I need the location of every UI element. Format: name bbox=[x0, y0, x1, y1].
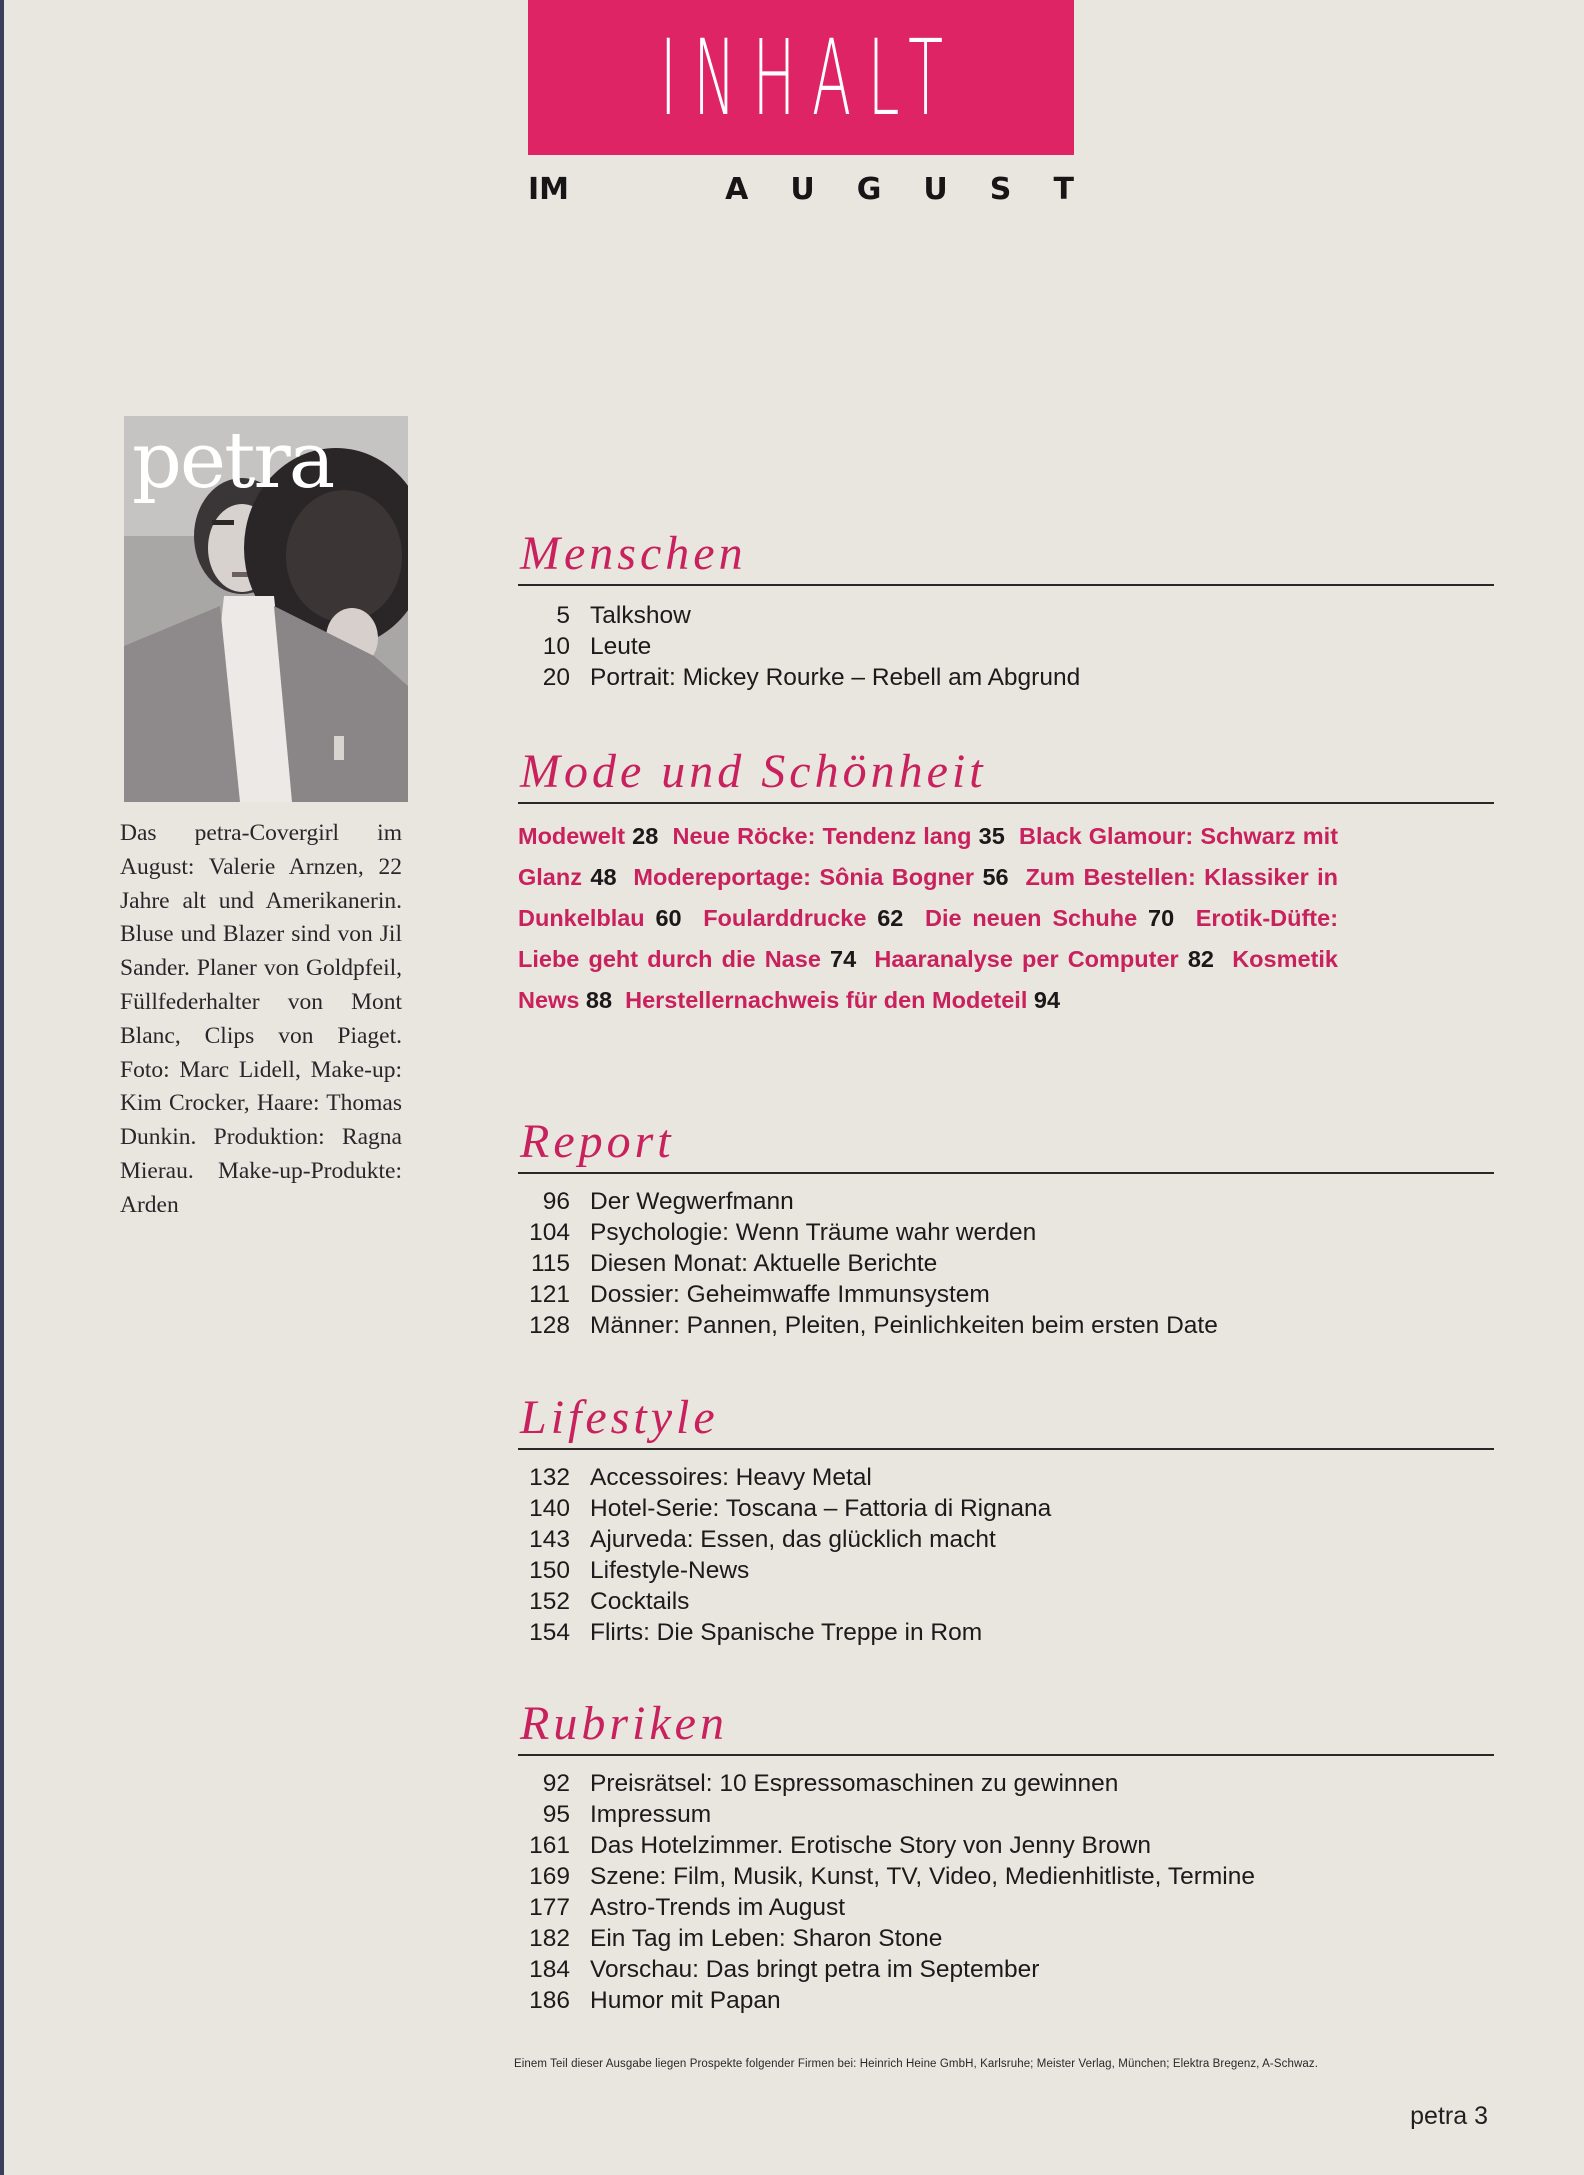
entry-title: Preisrätsel: 10 Espressomaschinen zu gewinnen bbox=[590, 1770, 1119, 1797]
page-number: 150 bbox=[529, 1557, 570, 1584]
page-number: 82 bbox=[1187, 946, 1214, 972]
entry-title: Portrait: Mickey Rourke – Rebell am Abgrund bbox=[590, 664, 1081, 691]
toc-entry bbox=[518, 631, 1494, 662]
section-mode bbox=[518, 745, 1494, 1021]
toc-list bbox=[518, 1768, 1494, 2016]
entry-title: Black Glamour: Schwarz mit Glanz bbox=[518, 823, 1339, 890]
entry-title: Accessoires: Heavy Metal bbox=[590, 1464, 872, 1491]
entry-title: Neue Röcke: Tendenz lang bbox=[672, 823, 972, 849]
section-rule bbox=[518, 1754, 1494, 1756]
entry-title: Dossier: Geheimwaffe Immunsystem bbox=[590, 1281, 990, 1308]
page-number: 5 bbox=[556, 602, 570, 629]
section-lifestyle bbox=[518, 1391, 1494, 1648]
subtitle-letter: A bbox=[725, 172, 749, 207]
cover-caption: Das petra-Covergirl im August: Valerie Arnzen, 22 Jahre alt und Amerikanerin. Bluse und Blazer sind von Jil Sander. Planer von Goldpfeil, Füllfederhalter von Mont Blanc, Clips von Piaget. Foto: Marc Lidell, Make-up: Kim Crocker, Haare: Thomas Dunkin. Produktion: Ragna Mierau. Make-up-Produkte: Arden bbox=[120, 820, 402, 1218]
entry-title: Diesen Monat: Aktuelle Berichte bbox=[590, 1250, 938, 1277]
page-number: 95 bbox=[542, 1801, 570, 1828]
section-title: Report bbox=[520, 1115, 675, 1168]
page-number: 128 bbox=[529, 1312, 570, 1339]
toc-entry bbox=[518, 1248, 1494, 1279]
subtitle-letter: U bbox=[923, 172, 948, 207]
entry-title: Die neuen Schuhe bbox=[924, 905, 1138, 931]
entry-title: Foularddrucke bbox=[703, 905, 867, 931]
page-title: INHALT bbox=[659, 16, 960, 139]
toc-entry bbox=[518, 1279, 1494, 1310]
page-number: 20 bbox=[542, 664, 570, 691]
entry-title: Cocktails bbox=[590, 1588, 690, 1615]
page-number: 182 bbox=[529, 1925, 570, 1952]
cover-image bbox=[124, 416, 408, 802]
binding-edge bbox=[0, 0, 4, 2175]
page-folio: petra 3 bbox=[1410, 2102, 1488, 2130]
entry-title: Kosmetik News bbox=[518, 946, 1338, 1013]
toc-entry bbox=[518, 1555, 1494, 1586]
toc-entry bbox=[518, 600, 1494, 631]
section-report bbox=[518, 1115, 1494, 1341]
toc-entry bbox=[518, 1586, 1494, 1617]
toc-entry bbox=[518, 1524, 1494, 1555]
page-number: 28 bbox=[632, 823, 659, 849]
page-number: 60 bbox=[655, 905, 682, 931]
page-number: 186 bbox=[529, 1987, 570, 2014]
toc-entry bbox=[518, 1954, 1494, 1985]
issue-month bbox=[528, 172, 1074, 207]
page-number: 74 bbox=[830, 946, 857, 972]
entry-title: Männer: Pannen, Pleiten, Peinlichkeiten beim ersten Date bbox=[590, 1312, 1218, 1339]
entry-title: Impressum bbox=[590, 1801, 712, 1828]
subtitle-im: IM bbox=[528, 172, 570, 207]
entry-title: Szene: Film, Musik, Kunst, TV, Video, Medienhitliste, Termine bbox=[590, 1863, 1255, 1890]
section-rule bbox=[518, 584, 1494, 586]
page-number: 88 bbox=[585, 987, 613, 1013]
entry-title: Modewelt bbox=[518, 823, 626, 849]
toc-list bbox=[518, 600, 1494, 693]
section-title: Mode und Schönheit bbox=[520, 745, 987, 798]
entry-title: Talkshow bbox=[590, 602, 691, 629]
toc-entry bbox=[518, 1310, 1494, 1341]
entry-title: Astro-Trends im August bbox=[590, 1894, 846, 1921]
entry-title: Modereportage: Sônia Bogner bbox=[633, 864, 975, 890]
entry-title: Flirts: Die Spanische Treppe in Rom bbox=[590, 1619, 983, 1646]
toc-entry bbox=[518, 1617, 1494, 1648]
toc-entry bbox=[518, 662, 1494, 693]
section-rule bbox=[518, 1172, 1494, 1174]
page-number: 96 bbox=[542, 1188, 570, 1215]
page-number: 56 bbox=[982, 864, 1009, 890]
page-number: 177 bbox=[529, 1894, 570, 1921]
page-number: 48 bbox=[590, 864, 617, 890]
page-number: 169 bbox=[529, 1863, 570, 1890]
entry-title: Herstellernachweis für den Modeteil bbox=[625, 987, 1028, 1013]
page-number: 161 bbox=[529, 1832, 570, 1859]
page-number: 10 bbox=[542, 633, 570, 660]
entry-title: Hotel-Serie: Toscana – Fattoria di Rignana bbox=[590, 1495, 1052, 1522]
page-number: 121 bbox=[529, 1281, 570, 1308]
page-number: 154 bbox=[529, 1619, 570, 1646]
entry-title: Der Wegwerfmann bbox=[590, 1188, 794, 1215]
page-number: 115 bbox=[530, 1250, 570, 1277]
section-rule bbox=[518, 1448, 1494, 1450]
toc-entry bbox=[518, 1861, 1494, 1892]
page-number: 94 bbox=[1033, 987, 1061, 1013]
section-title: Menschen bbox=[520, 527, 747, 580]
page-number: 35 bbox=[978, 823, 1005, 849]
toc-entry bbox=[518, 1892, 1494, 1923]
toc-list bbox=[518, 1462, 1494, 1648]
entry-title: Erotik-Düfte: Liebe geht durch die Nase bbox=[518, 905, 1339, 972]
section-title: Lifestyle bbox=[520, 1391, 719, 1444]
subtitle-letter: U bbox=[790, 172, 815, 207]
toc-entry bbox=[518, 1217, 1494, 1248]
page-number: 143 bbox=[529, 1526, 570, 1553]
entry-title: Lifestyle-News bbox=[590, 1557, 750, 1584]
toc-entry bbox=[518, 1799, 1494, 1830]
toc-paragraph bbox=[518, 816, 1338, 1021]
toc-entry bbox=[518, 1985, 1494, 2016]
page-number: 62 bbox=[877, 905, 904, 931]
page-number: 92 bbox=[542, 1770, 570, 1797]
subtitle-letter: G bbox=[856, 172, 882, 207]
toc-entry bbox=[518, 1830, 1494, 1861]
toc-entry bbox=[518, 1768, 1494, 1799]
page-number: 140 bbox=[529, 1495, 570, 1522]
cover-logo: petra bbox=[132, 416, 334, 506]
page-number: 132 bbox=[529, 1464, 570, 1491]
entry-title: Zum Bestellen: Klassiker in Dunkelblau bbox=[518, 864, 1339, 931]
toc-entry bbox=[518, 1462, 1494, 1493]
entry-title: Vorschau: Das bringt petra im September bbox=[590, 1956, 1040, 1983]
entry-title: Ein Tag im Leben: Sharon Stone bbox=[590, 1925, 943, 1952]
entry-title: Das Hotelzimmer. Erotische Story von Jenny Brown bbox=[590, 1832, 1151, 1859]
entry-title: Leute bbox=[590, 633, 652, 660]
subtitle-letter: T bbox=[1053, 172, 1074, 207]
section-title: Rubriken bbox=[520, 1697, 728, 1750]
page-number: 70 bbox=[1148, 905, 1175, 931]
toc-entry bbox=[518, 1493, 1494, 1524]
page-number: 104 bbox=[529, 1219, 570, 1246]
toc-entry bbox=[518, 1923, 1494, 1954]
entry-title: Haaranalyse per Computer bbox=[874, 946, 1179, 972]
entry-title: Humor mit Papan bbox=[590, 1987, 781, 2014]
page-number: 152 bbox=[529, 1588, 570, 1615]
subtitle-letter: S bbox=[989, 172, 1012, 207]
entry-title: Ajurveda: Essen, das glücklich macht bbox=[590, 1526, 996, 1553]
section-rubriken bbox=[518, 1697, 1494, 2016]
page-number: 184 bbox=[529, 1956, 570, 1983]
section-rule bbox=[518, 802, 1494, 804]
entry-title: Psychologie: Wenn Träume wahr werden bbox=[590, 1219, 1037, 1246]
supplement-note: Einem Teil dieser Ausgabe liegen Prospekte folgender Firmen bei: Heinrich Heine GmbH, Karlsruhe; Meister Verlag, München; Elektra Bregenz, A-Schwaz. bbox=[514, 2058, 1319, 2070]
section-menschen bbox=[518, 527, 1494, 693]
title-banner bbox=[528, 0, 1074, 155]
toc-list bbox=[518, 1186, 1494, 1341]
toc-entry bbox=[518, 1186, 1494, 1217]
